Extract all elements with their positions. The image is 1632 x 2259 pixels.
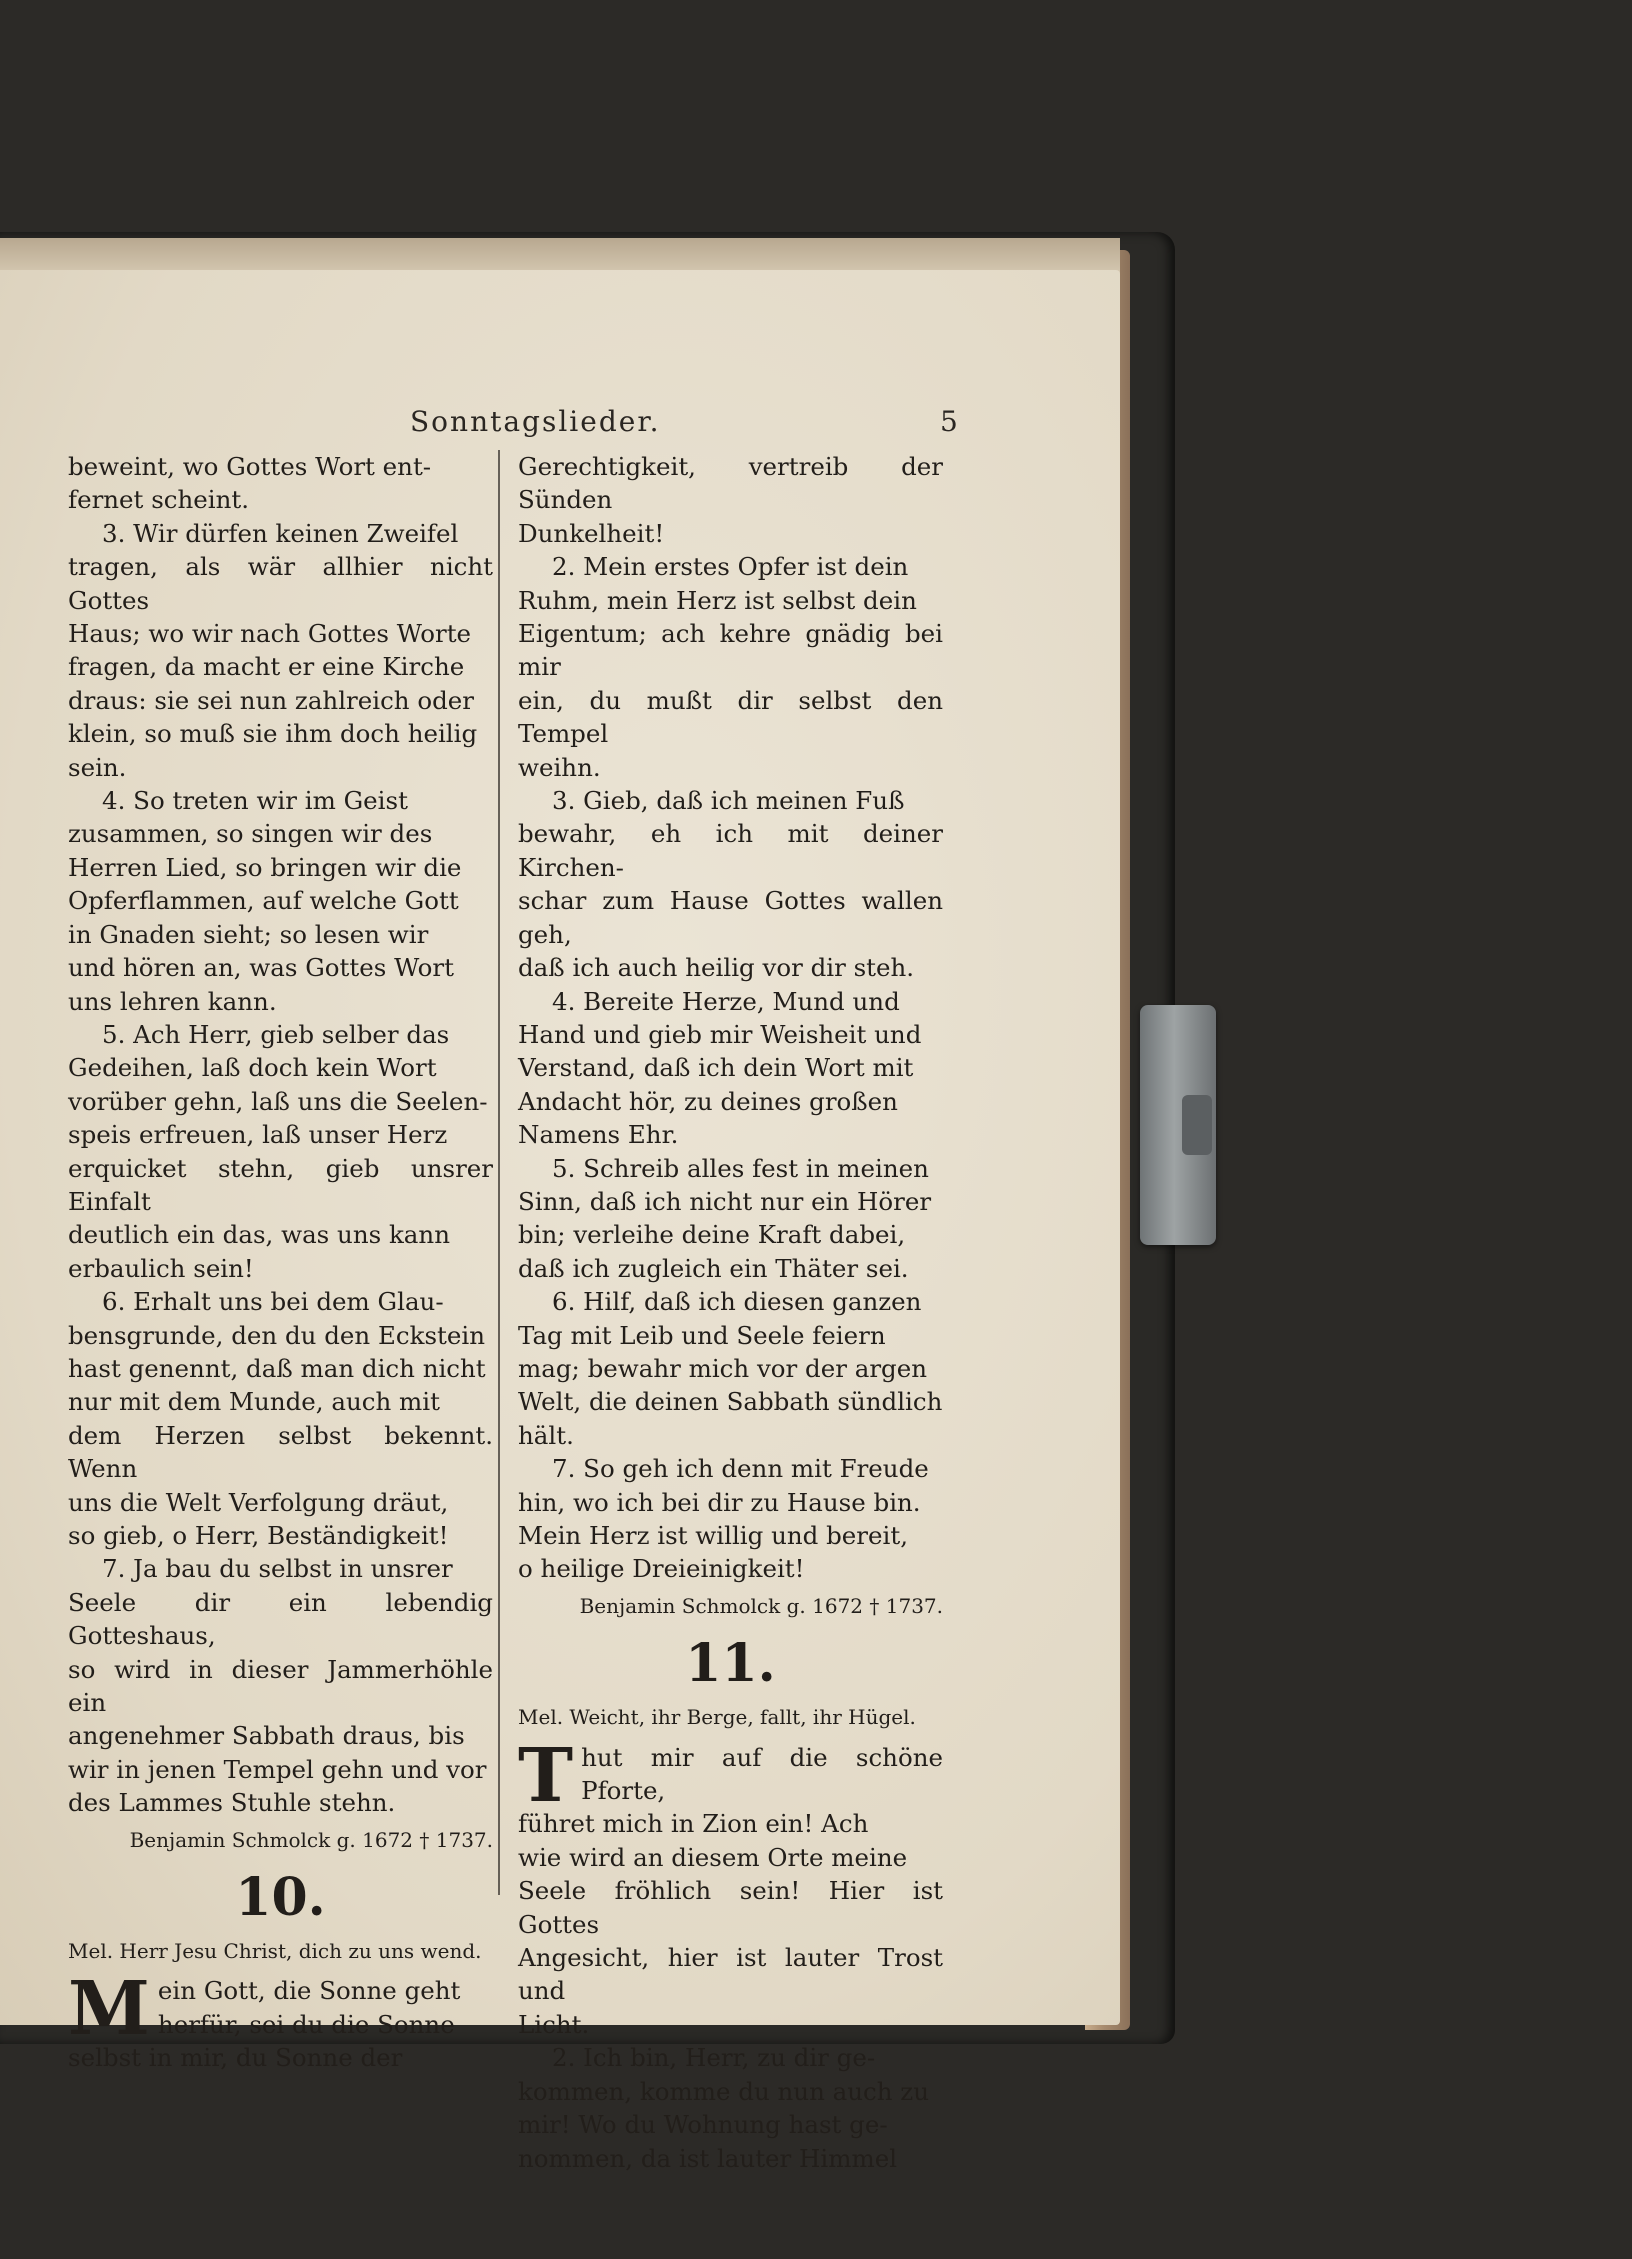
text-line: angenehmer Sabbath draus, bis	[68, 1721, 465, 1751]
text-line: Herren Lied, so bringen wir die	[68, 852, 462, 882]
text-line: Licht.	[518, 2009, 590, 2039]
text-line: nommen, da ist lauter Himmel	[518, 2143, 898, 2173]
text-line: Gerechtigkeit, vertreib der Sünden	[518, 452, 943, 515]
text-line: des Lammes Stuhle stehn.	[68, 1788, 396, 1818]
verse-start: 4. Bereite Herze, Mund und	[552, 986, 900, 1016]
text-line: Verstand, daß ich dein Wort mit	[518, 1053, 914, 1083]
left-column	[68, 450, 493, 2075]
text-line: weihn.	[518, 752, 601, 782]
verse-start: 6. Hilf, daß ich diesen ganzen	[552, 1287, 922, 1317]
book-clasp	[1140, 1005, 1216, 1245]
text-line: hin, wo ich bei dir zu Hause bin.	[518, 1487, 921, 1517]
text-line: tragen, als wär allhier nicht Gottes	[68, 552, 493, 615]
verse-start: 5. Schreib alles fest in meinen	[552, 1153, 929, 1183]
text-line: Dunkelheit!	[518, 518, 665, 548]
clasp-knob	[1182, 1095, 1212, 1155]
text-line: wie wird an diesem Orte meine	[518, 1842, 908, 1872]
text-line: Angesicht, hier ist lauter Trost und	[518, 1943, 943, 2006]
running-header	[0, 405, 1000, 445]
running-title: Sonntagslieder.	[410, 405, 661, 438]
verse-start: 2. Ich bin, Herr, zu dir ge-	[552, 2043, 876, 2073]
text-line: herfür, sei du die Sonne	[157, 2009, 455, 2039]
text-line: so wird in dieser Jammerhöhle ein	[68, 1654, 493, 1718]
text-line: bensgrunde, den du den Eckstein	[68, 1320, 485, 1350]
right-column	[518, 450, 943, 2175]
text-line: Gedeihen, laß doch kein Wort	[68, 1053, 437, 1083]
verse-start: 7. So geh ich denn mit Freude	[552, 1454, 929, 1484]
text-line: daß ich zugleich ein Thäter sei.	[518, 1253, 909, 1283]
text-line: Haus; wo wir nach Gottes Worte	[68, 619, 472, 649]
verse-start: 7. Ja bau du selbst in unsrer	[102, 1554, 453, 1584]
verse-start: 4. So treten wir im Geist	[102, 786, 408, 816]
verse-start: 2. Mein erstes Opfer ist dein	[552, 552, 909, 582]
text-line: deutlich ein das, was uns kann	[68, 1220, 450, 1250]
text-line: zusammen, so singen wir des	[68, 819, 433, 849]
text-line: speis erfreuen, laß unser Herz	[68, 1120, 448, 1150]
text-line: dem Herzen selbst bekennt. Wenn	[68, 1420, 493, 1484]
text-line: klein, so muß sie ihm doch heilig	[68, 719, 478, 749]
text-line: Opferflammen, auf welche Gott	[68, 886, 459, 916]
text-line: hält.	[518, 1420, 574, 1450]
text-line: wir in jenen Tempel gehn und vor	[68, 1754, 487, 1784]
text-line: selbst in mir, du Sonne der	[68, 2043, 403, 2073]
text-line: so gieb, o Herr, Beständigkeit!	[68, 1521, 449, 1550]
text-line: bewahr, eh ich mit deiner Kirchen-	[518, 819, 943, 882]
text-line: in Gnaden sieht; so lesen wir	[68, 919, 429, 949]
text-line: Seele dir ein lebendig Gotteshaus,	[68, 1587, 493, 1651]
text-line: uns lehren kann.	[68, 986, 277, 1016]
hymn-author: Benjamin Schmolck g. 1672 † 1737.	[129, 1827, 493, 1852]
text-line: ein Gott, die Sonne geht	[157, 1976, 461, 2006]
text-line: und hören an, was Gottes Wort	[68, 953, 454, 983]
text-line: ein, du mußt dir selbst den Tempel	[518, 685, 943, 749]
verse-start: 6. Erhalt uns bei dem Glau-	[102, 1287, 444, 1317]
hymn-author: Benjamin Schmolck g. 1672 † 1737.	[579, 1593, 943, 1618]
text-line: mag; bewahr mich vor der argen	[518, 1353, 928, 1383]
text-line: Andacht hör, zu deines großen	[518, 1086, 898, 1116]
text-line: beweint, wo Gottes Wort ent-	[68, 452, 432, 481]
text-line: Mein Herz ist willig und bereit,	[518, 1521, 908, 1550]
text-line: Eigentum; ach kehre gnädig bei mir	[518, 619, 943, 682]
text-line: mir! Wo du Wohnung hast ge-	[518, 2110, 888, 2140]
text-line: sein.	[68, 752, 127, 782]
text-line: hut mir auf die schöne Pforte,	[581, 1742, 943, 1806]
text-line: führet mich in Zion ein! Ach	[518, 1809, 869, 1839]
text-line: Seele fröhlich sein! Hier ist Gottes	[518, 1876, 943, 1939]
text-line: kommen, komme du nun auch zu	[518, 2076, 929, 2106]
verse-start: 3. Wir dürfen keinen Zweifel	[102, 518, 459, 548]
verse-start: 5. Ach Herr, gieb selber das	[102, 1019, 450, 1049]
text-line: fragen, da macht er eine Kirche	[68, 652, 465, 682]
melody-note: Mel. Herr Jesu Christ, dich zu uns wend.	[68, 1939, 482, 1964]
text-line: Sinn, daß ich nicht nur ein Hörer	[518, 1186, 932, 1216]
text-line: erquicket stehn, gieb unsrer Einfalt	[68, 1153, 493, 1216]
text-line: uns die Welt Verfolgung dräut,	[68, 1487, 449, 1517]
column-divider	[498, 450, 500, 1895]
text-line: schar zum Hause Gottes wallen geh,	[518, 886, 943, 949]
text-line: Tag mit Leib und Seele feiern	[518, 1320, 886, 1350]
text-line: o heilige Dreieinigkeit!	[518, 1554, 805, 1584]
text-line: bin; verleihe deine Kraft dabei,	[518, 1220, 906, 1250]
text-line: vorüber gehn, laß uns die Seelen-	[68, 1086, 488, 1116]
verse-start: 3. Gieb, daß ich meinen Fuß	[552, 786, 905, 816]
drop-cap: M	[68, 1966, 150, 2053]
text-line: Welt, die deinen Sabbath sündlich	[518, 1387, 943, 1417]
text-line: nur mit dem Munde, auch mit	[68, 1387, 440, 1417]
page-number: 5	[940, 405, 960, 438]
text-line: Namens Ehr.	[518, 1120, 679, 1150]
text-line: draus: sie sei nun zahlreich oder	[68, 685, 475, 715]
text-line: Ruhm, mein Herz ist selbst dein	[518, 585, 917, 615]
drop-cap: T	[518, 1732, 574, 1819]
text-line: fernet scheint.	[68, 485, 250, 515]
hymn-number: 11.	[685, 1633, 776, 1695]
hymn-number: 10.	[235, 1867, 326, 1929]
melody-note: Mel. Weicht, ihr Berge, fallt, ihr Hügel.	[518, 1705, 916, 1730]
text-line: erbaulich sein!	[68, 1253, 254, 1283]
text-line: Hand und gieb mir Weisheit und	[518, 1019, 922, 1049]
text-line: hast genennt, daß man dich nicht	[68, 1353, 486, 1383]
text-line: daß ich auch heilig vor dir steh.	[518, 953, 915, 983]
